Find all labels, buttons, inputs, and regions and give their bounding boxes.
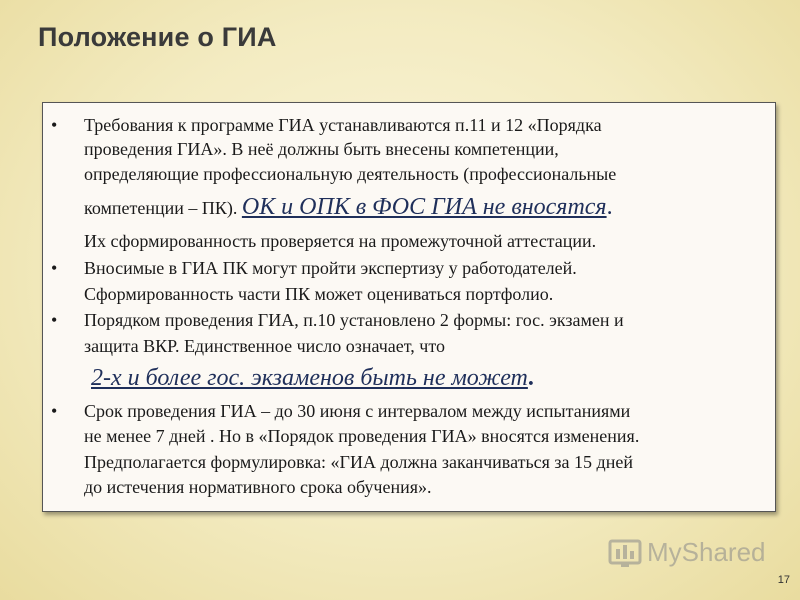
bullet-4-line-1: Срок проведения ГИА – до 30 июня с интервалом между испытаниями: [84, 401, 631, 421]
bullet-1-line-3: определяющие профессиональную деятельность (профессиональные: [84, 164, 617, 184]
content-box: [42, 102, 776, 512]
myshared-logo-text: MyShared: [647, 536, 766, 567]
bullet-4-line-4: до истечения нормативного срока обучения».: [84, 477, 432, 497]
bullet-marker: •: [51, 310, 58, 330]
emphasis-ok-opk: ОК и ОПК в ФОС ГИА не вносятся: [241, 194, 607, 220]
bullet-1-line-2: проведения ГИА». В неё должны быть внесены компетенции,: [84, 139, 559, 159]
myshared-watermark: [607, 534, 766, 570]
bullet-2-line-2: Сформированность части ПК может оцениваться портфолио.: [84, 284, 554, 304]
bullet-4-line-2: не менее 7 дней . Но в «Порядок проведения ГИА» вносятся изменения.: [84, 426, 640, 446]
bullet-1-line-5: Их сформированность проверяется на промежуточной аттестации.: [84, 231, 597, 251]
bullet-marker: •: [51, 401, 58, 421]
bullet-marker: •: [51, 115, 58, 135]
slide-title: Положение о ГИА: [38, 22, 277, 52]
bullet-2-line-1: Вносимые в ГИА ПК могут пройти экспертизу у работодателей.: [84, 258, 577, 278]
bullet-1-line-1: Требования к программе ГИА устанавливаются п.11 и 12 «Порядка: [84, 115, 602, 135]
myshared-logo-icon: [607, 535, 643, 569]
bullet-3-emphasis-line: [91, 367, 534, 390]
bullet-marker: •: [51, 258, 58, 278]
emphasis-period: .: [527, 365, 534, 391]
page-number: 17: [777, 574, 790, 586]
emphasis-two-exams: 2-х и более гос. экзаменов быть не может: [91, 365, 528, 391]
bullet-1-line-4: [84, 196, 613, 219]
emphasis-period: .: [606, 194, 613, 220]
bullet-1-line-4-prefix: компетенции – ПК).: [84, 198, 242, 218]
bullet-4-line-3: Предполагается формулировка: «ГИА должна заканчиваться за 15 дней: [84, 452, 633, 472]
bullet-3-line-1: Порядком проведения ГИА, п.10 установлено 2 формы: гос. экзамен и: [84, 310, 624, 330]
bullet-3-line-2: защита ВКР. Единственное число означает, что: [84, 336, 445, 356]
